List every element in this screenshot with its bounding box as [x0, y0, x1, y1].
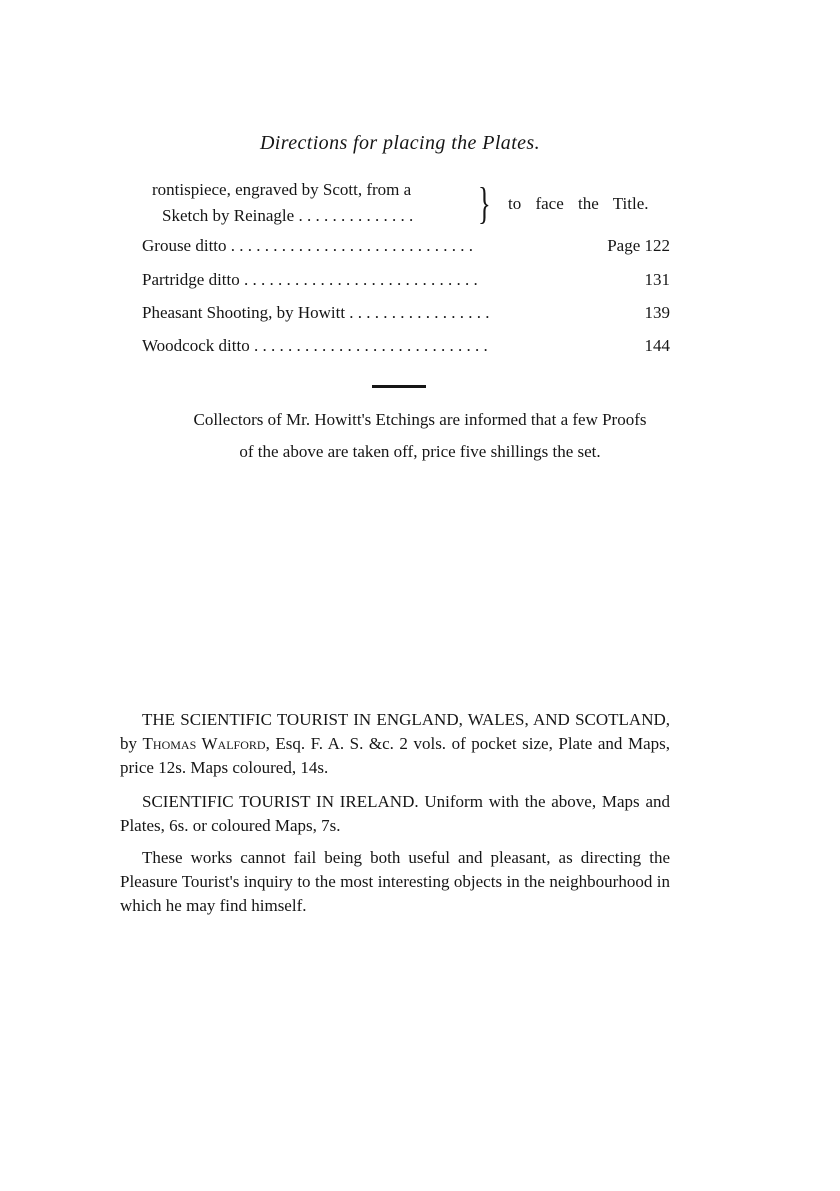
- plate-page: 144: [644, 336, 670, 355]
- plate-page: Page 122: [607, 236, 670, 255]
- plate-name: Woodcock ditto . . . . . . . . . . . . . . . . . . . . . . . . . . . .: [142, 336, 488, 355]
- ad-text: These works cannot fail being both useful and pleasant, as directing the Pleasure Tourist's inquiry to the most interesting objects in the neighbourhood in which he may find himself.: [120, 848, 670, 915]
- frontispiece-line-1: rontispiece, engraved by Scott, from a: [152, 180, 412, 199]
- plate-page: 139: [644, 303, 670, 322]
- ad-paragraph-ireland: [120, 790, 670, 838]
- author-name: Thomas Walford: [142, 734, 266, 753]
- notice-line-2: of the above are taken off, price five shillings the set.: [239, 442, 601, 461]
- ad-text: THE SCIENTIFIC TOURIST IN ENGLAND, WALES, AND SCOTLAND, by: [120, 710, 670, 753]
- ad-paragraph-england: [120, 708, 670, 780]
- plate-name: Grouse ditto . . . . . . . . . . . . . . . . . . . . . . . . . . . . .: [142, 236, 474, 255]
- plate-page: 131: [644, 270, 670, 289]
- frontispiece-placement: to face the Title.: [508, 194, 649, 213]
- plate-name: Partridge ditto . . . . . . . . . . . . . . . . . . . . . . . . . . . .: [142, 270, 478, 289]
- ad-paragraph-description: [120, 846, 670, 918]
- frontispiece-line-2: Sketch by Reinagle . . . . . . . . . . . . . .: [162, 206, 414, 225]
- ad-text: SCIENTIFIC TOURIST IN IRELAND. Uniform with the above, Maps and Plates, 6s. or coloured Maps, 7s.: [120, 792, 670, 835]
- section-divider: [372, 385, 426, 388]
- brace-glyph: }: [478, 179, 491, 228]
- plate-row-woodcock: [142, 336, 670, 362]
- plate-row-pheasant: [142, 303, 670, 329]
- notice-line-1: Collectors of Mr. Howitt's Etchings are informed that a few Proofs: [193, 410, 647, 429]
- page-title: Directions for placing the Plates.: [259, 132, 541, 154]
- plate-row-partridge: [142, 270, 670, 296]
- plate-row-grouse: [142, 236, 670, 262]
- plate-name: Pheasant Shooting, by Howitt . . . . . . . . . . . . . . . . .: [142, 303, 490, 322]
- frontispiece-entry: [148, 180, 678, 232]
- ad-text: , Esq. F. A. S. &c. 2 vols. of pocket size, Plate and Maps, price 12s. Maps coloured, 14s.: [120, 734, 670, 777]
